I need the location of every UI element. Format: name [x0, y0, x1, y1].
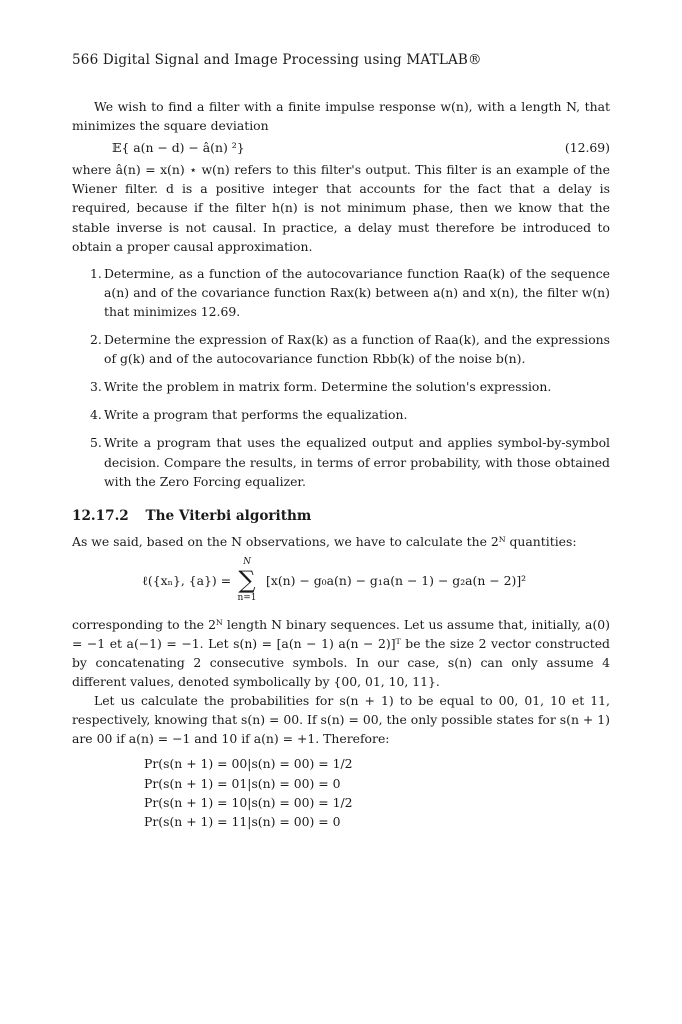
intro-paragraph-2: where â(n) = x(n) ⋆ w(n) refers to this filter's output. This filter is an example of the Wiener filter. d is a positive integer that accounts for the fact that a delay is required, because if the filter h(n) is not minimum phase, then we know that the stable inverse is not causal. In practice, a delay must therefore be introduced to obtain a proper causal approximation. [72, 162, 610, 254]
viterbi-paragraph-3: Let us calculate the probabilities for s(n + 1) to be equal to 00, 01, 10 et 11, respectively, knowing that s(n) = 00. If s(n) = 00, the only possible states for s(n + 1) are 00 if a(n) = −1 and 10 if a(n) = +1. Therefore: [72, 693, 610, 747]
exercise-list [72, 264, 610, 491]
viterbi-paragraph-2: corresponding to the 2ᴺ length N binary sequences. Let us assume that, initially, a(0) = −1 et a(−1) = −1. Let s(n) = [a(n − 1) a(n − 2)]ᵀ be the size 2 vector constructed by concatenating 2 consecutive symbols. In our case, s(n) can only assume 4 different values, denoted symbolically by {00, 01, 10, 11}. [72, 616, 610, 690]
list-item: 4. Write a program that performs the equalization. [90, 407, 408, 423]
list-item: Pr(s(n + 1) = 01|s(n) = 00) = 0 [144, 775, 341, 791]
page-body [72, 52, 610, 831]
summation-icon: N ∑ n=1 [237, 556, 257, 603]
section-heading [72, 508, 610, 524]
list-item: Pr(s(n + 1) = 10|s(n) = 00) = 1/2 [144, 794, 353, 810]
viterbi-paragraph-1: As we said, based on the N observations, we have to calculate the 2ᴺ quantities: [72, 533, 577, 549]
equation-lhs: ℓ({xₙ}, {a}) = [142, 572, 232, 588]
section-number: 12.17.2 [72, 507, 129, 524]
list-item: 1. Determine, as a function of the autocovariance function Raa(k) of the sequence a(n) and of the covariance function Rax(k) between a(n) and x(n), the filter w(n) that minimizes 12.69. [90, 265, 610, 319]
equation-12-69 [72, 138, 610, 157]
equation-number: (12.69) [564, 140, 610, 156]
equation-body: 𝔼{ a(n − d) − â(n) ²} [112, 140, 245, 156]
probability-list [144, 754, 610, 831]
likelihood-equation [72, 555, 610, 607]
list-item: 5. Write a program that uses the equalized output and applies symbol-by-symbol decision. Compare the results, in terms of error probability, with those obtained with the Zero Forcing equalizer. [90, 435, 610, 489]
list-item: 2. Determine the expression of Rax(k) as a function of Raa(k), and the expressions of g(k) and of the autocovariance function Rbb(k) of the noise b(n). [90, 332, 610, 367]
page-number: 566 [72, 52, 99, 68]
list-item: Pr(s(n + 1) = 11|s(n) = 00) = 0 [144, 814, 341, 830]
list-item: 3. Write the problem in matrix form. Determine the solution's expression. [90, 379, 552, 395]
intro-paragraph: We wish to find a filter with a finite impulse response w(n), with a length N, that minimizes the square deviation [72, 99, 610, 134]
list-item: Pr(s(n + 1) = 00|s(n) = 00) = 1/2 [144, 756, 353, 772]
equation-rhs: [x(n) − g₀a(n) − g₁a(n − 1) − g₂a(n − 2)]² [266, 572, 527, 588]
book-title: Digital Signal and Image Processing using MATLAB® [102, 52, 482, 68]
running-head [72, 52, 610, 68]
section-title: The Viterbi algorithm [145, 507, 312, 524]
